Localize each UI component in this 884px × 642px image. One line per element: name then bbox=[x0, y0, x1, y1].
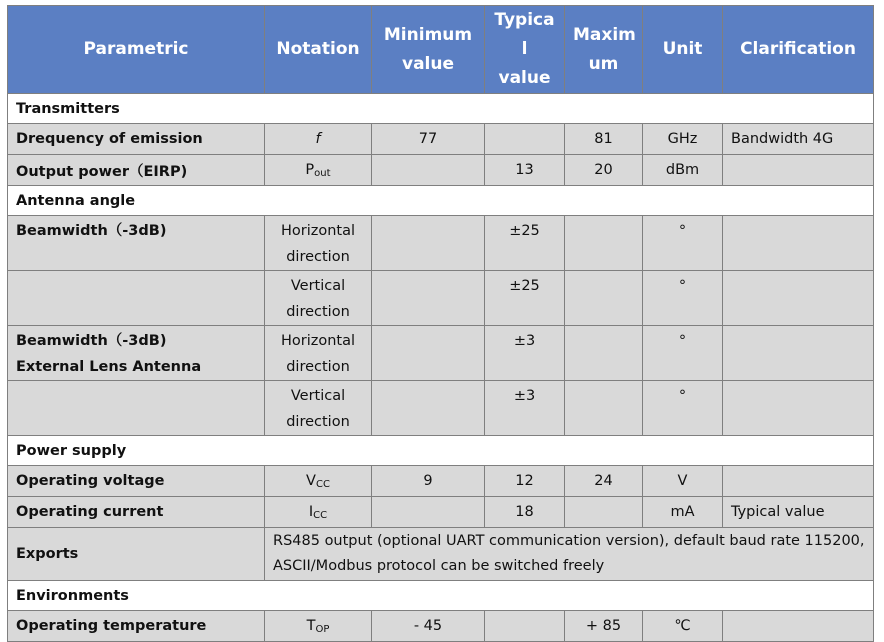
typ-cell: ±25 bbox=[485, 271, 565, 326]
unit-cell: ° bbox=[643, 216, 723, 271]
section-environments bbox=[8, 581, 874, 611]
max-cell: 81 bbox=[565, 124, 643, 155]
notation-main: T bbox=[306, 617, 316, 634]
table-row-output-power bbox=[8, 155, 874, 186]
max-cell bbox=[565, 497, 643, 528]
min-cell bbox=[372, 326, 485, 381]
notation-main: I bbox=[308, 503, 314, 520]
table-row-operating-voltage bbox=[8, 466, 874, 497]
section-transmitters bbox=[8, 94, 874, 124]
typ-cell: ±25 bbox=[485, 216, 565, 271]
max-cell: 24 bbox=[565, 466, 643, 497]
row-label bbox=[8, 381, 265, 436]
row-label-line-2: External Lens Antenna bbox=[16, 359, 202, 375]
notation-cell: Vertical direction bbox=[265, 381, 372, 436]
row-label: Beamwidth（-3dB) bbox=[8, 216, 265, 271]
min-cell bbox=[372, 381, 485, 436]
typ-cell: ±3 bbox=[485, 381, 565, 436]
section-label: Antenna angle bbox=[8, 186, 874, 216]
min-cell bbox=[372, 271, 485, 326]
typ-cell: 18 bbox=[485, 497, 565, 528]
typ-cell: ±3 bbox=[485, 326, 565, 381]
min-cell: - 45 bbox=[372, 611, 485, 642]
note-cell: Bandwidth 4G bbox=[723, 124, 874, 155]
header-typical: Typica l value bbox=[485, 6, 565, 94]
note-cell bbox=[723, 611, 874, 642]
unit-cell: ° bbox=[643, 326, 723, 381]
header-maximum: Maxim um bbox=[565, 6, 643, 94]
table-row-beamwidth-horizontal bbox=[8, 216, 874, 271]
row-label-line-1: Beamwidth（-3dB) bbox=[16, 333, 167, 349]
typ-cell: 12 bbox=[485, 466, 565, 497]
max-cell bbox=[565, 326, 643, 381]
table-row-exports bbox=[8, 528, 874, 581]
typ-cell: 13 bbox=[485, 155, 565, 186]
min-cell bbox=[372, 216, 485, 271]
section-power-supply bbox=[8, 436, 874, 466]
max-cell: 20 bbox=[565, 155, 643, 186]
header-clarification: Clarification bbox=[723, 6, 874, 94]
notation-sub: out bbox=[314, 167, 331, 179]
note-cell bbox=[723, 381, 874, 436]
min-cell: 77 bbox=[372, 124, 485, 155]
unit-cell: ℃ bbox=[643, 611, 723, 642]
header-parametric: Parametric bbox=[8, 6, 265, 94]
table-row-lens-horizontal bbox=[8, 326, 874, 381]
unit-cell: mA bbox=[643, 497, 723, 528]
row-label: Operating temperature bbox=[8, 611, 265, 642]
row-label: Output power（EIRP) bbox=[8, 155, 265, 186]
typ-cell bbox=[485, 611, 565, 642]
unit-cell: GHz bbox=[643, 124, 723, 155]
notation-cell bbox=[265, 611, 372, 642]
header-notation: Notation bbox=[265, 6, 372, 94]
max-cell bbox=[565, 381, 643, 436]
note-cell bbox=[723, 155, 874, 186]
notation-sub: OP bbox=[315, 623, 330, 635]
note-cell: Typical value bbox=[723, 497, 874, 528]
section-label: Transmitters bbox=[8, 94, 874, 124]
max-cell bbox=[565, 216, 643, 271]
max-cell bbox=[565, 271, 643, 326]
header-row bbox=[8, 6, 874, 94]
notation-cell: f bbox=[265, 124, 372, 155]
notation-cell: Horizontal direction bbox=[265, 216, 372, 271]
notation-cell: Vertical direction bbox=[265, 271, 372, 326]
table-row-beamwidth-vertical bbox=[8, 271, 874, 326]
min-cell bbox=[372, 497, 485, 528]
notation-cell bbox=[265, 466, 372, 497]
spec-table bbox=[7, 5, 874, 642]
typ-cell bbox=[485, 124, 565, 155]
note-cell bbox=[723, 271, 874, 326]
table-row-frequency bbox=[8, 124, 874, 155]
row-label: Exports bbox=[8, 528, 265, 581]
note-cell bbox=[723, 216, 874, 271]
notation-cell bbox=[265, 497, 372, 528]
section-antenna bbox=[8, 186, 874, 216]
unit-cell: V bbox=[643, 466, 723, 497]
unit-cell: ° bbox=[643, 271, 723, 326]
table-row-operating-temperature bbox=[8, 611, 874, 642]
notation-main: V bbox=[306, 472, 316, 489]
notation-cell bbox=[265, 155, 372, 186]
notation-sub: CC bbox=[313, 509, 328, 521]
row-label: Operating voltage bbox=[8, 466, 265, 497]
unit-cell: dBm bbox=[643, 155, 723, 186]
table-row-operating-current bbox=[8, 497, 874, 528]
row-label bbox=[8, 271, 265, 326]
notation-cell: Horizontal direction bbox=[265, 326, 372, 381]
unit-cell: ° bbox=[643, 381, 723, 436]
notation-sub: CC bbox=[315, 478, 330, 490]
note-cell bbox=[723, 466, 874, 497]
min-cell bbox=[372, 155, 485, 186]
section-label: Power supply bbox=[8, 436, 874, 466]
max-cell: + 85 bbox=[565, 611, 643, 642]
note-cell bbox=[723, 326, 874, 381]
exports-description: RS485 output (optional UART communication version), default baud rate 115200, ASCII/Modbus protocol can be switched freely bbox=[265, 528, 874, 581]
min-cell: 9 bbox=[372, 466, 485, 497]
row-label bbox=[8, 326, 265, 381]
row-label: Operating current bbox=[8, 497, 265, 528]
table-row-lens-vertical bbox=[8, 381, 874, 436]
header-unit: Unit bbox=[643, 6, 723, 94]
spec-table-container bbox=[7, 5, 874, 642]
header-minimum: Minimum value bbox=[372, 6, 485, 94]
row-label: Drequency of emission bbox=[8, 124, 265, 155]
notation-main: P bbox=[305, 161, 315, 178]
section-label: Environments bbox=[8, 581, 874, 611]
